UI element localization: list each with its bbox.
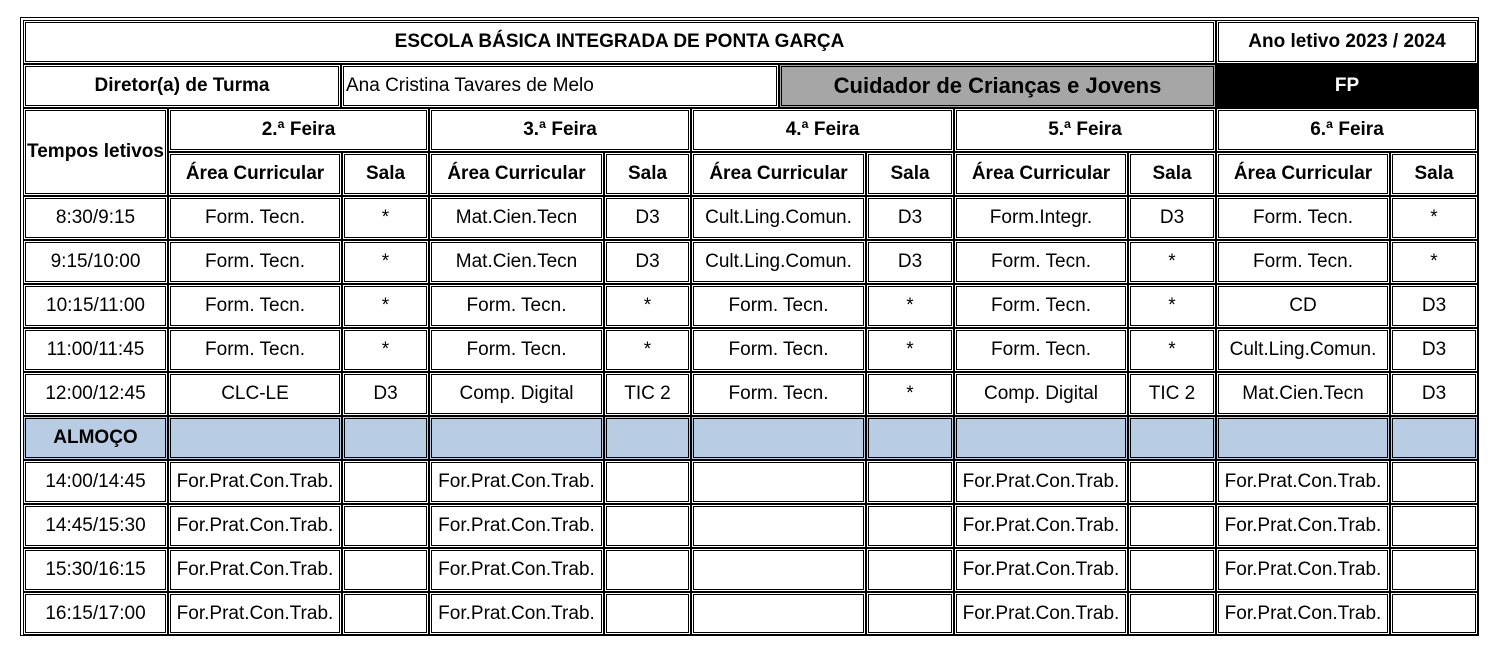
subject-cell: Mat.Cien.Tecn (1216, 372, 1390, 416)
subject-cell: Form.Integr. (954, 196, 1128, 240)
room-cell: * (342, 196, 429, 240)
room-cell (866, 548, 954, 592)
room-cell: * (342, 284, 429, 328)
time-slot: 9:15/10:00 (23, 240, 168, 284)
subject-cell: Form. Tecn. (691, 372, 866, 416)
room-cell (604, 460, 691, 504)
subject-cell: For.Prat.Con.Trab. (429, 460, 604, 504)
school-year: Ano letivo 2023 / 2024 (1216, 20, 1478, 64)
room-cell: D3 (1390, 372, 1478, 416)
room-cell (342, 504, 429, 548)
periods-label: Tempos letivos (23, 108, 168, 196)
subject-cell: For.Prat.Con.Trab. (168, 592, 342, 635)
day-header: 4.ª Feira (691, 108, 954, 152)
room-cell: * (1128, 240, 1216, 284)
day-header: 5.ª Feira (954, 108, 1216, 152)
director-name: Ana Cristina Tavares de Melo (341, 64, 779, 108)
day-header: 3.ª Feira (429, 108, 691, 152)
subject-cell: Form. Tecn. (429, 328, 604, 372)
room-cell: D3 (1390, 284, 1478, 328)
room-cell: D3 (866, 240, 954, 284)
room-cell: * (604, 328, 691, 372)
subject-cell: Form. Tecn. (954, 240, 1128, 284)
room-cell (1390, 460, 1478, 504)
time-slot: 14:45/15:30 (23, 504, 168, 548)
course-name: Cuidador de Crianças e Jovens (779, 64, 1216, 108)
subject-cell (691, 416, 866, 460)
room-cell (866, 504, 954, 548)
room-cell (1390, 592, 1478, 635)
room-cell: TIC 2 (604, 372, 691, 416)
room-cell (1128, 504, 1216, 548)
room-cell (1390, 504, 1478, 548)
class-type: FP (1216, 64, 1478, 108)
room-header: Sala (604, 152, 691, 196)
subject-cell: For.Prat.Con.Trab. (954, 548, 1128, 592)
subject-cell: For.Prat.Con.Trab. (168, 548, 342, 592)
subject-cell: Form. Tecn. (1216, 240, 1390, 284)
room-cell (342, 460, 429, 504)
subject-cell (691, 460, 866, 504)
subject-cell (954, 416, 1128, 460)
subject-cell: CD (1216, 284, 1390, 328)
room-cell: D3 (1128, 196, 1216, 240)
subject-cell (429, 416, 604, 460)
subject-header: Área Curricular (954, 152, 1128, 196)
subject-cell: For.Prat.Con.Trab. (429, 548, 604, 592)
room-cell (342, 592, 429, 635)
subject-cell: For.Prat.Con.Trab. (954, 504, 1128, 548)
subject-cell: CLC-LE (168, 372, 342, 416)
subject-cell: For.Prat.Con.Trab. (1216, 548, 1390, 592)
subject-cell: Form. Tecn. (168, 240, 342, 284)
room-cell (1390, 416, 1478, 460)
room-header: Sala (1390, 152, 1478, 196)
subject-cell: For.Prat.Con.Trab. (168, 460, 342, 504)
room-cell: * (866, 328, 954, 372)
room-cell: D3 (604, 196, 691, 240)
subject-cell: Mat.Cien.Tecn (429, 196, 604, 240)
subject-cell: Comp. Digital (429, 372, 604, 416)
subject-cell (691, 592, 866, 635)
room-cell (1128, 548, 1216, 592)
subject-cell: Form. Tecn. (429, 284, 604, 328)
subject-cell: Cult.Ling.Comun. (691, 196, 866, 240)
subject-cell (691, 548, 866, 592)
subject-cell: For.Prat.Con.Trab. (1216, 592, 1390, 635)
room-cell (1128, 416, 1216, 460)
subject-cell: For.Prat.Con.Trab. (1216, 460, 1390, 504)
room-cell (604, 504, 691, 548)
time-slot: 11:00/11:45 (23, 328, 168, 372)
time-slot: 8:30/9:15 (23, 196, 168, 240)
room-cell (866, 460, 954, 504)
subject-header: Área Curricular (168, 152, 342, 196)
room-cell: D3 (604, 240, 691, 284)
subject-cell: Form. Tecn. (954, 328, 1128, 372)
room-header: Sala (866, 152, 954, 196)
director-label: Diretor(a) de Turma (23, 64, 341, 108)
room-cell (866, 592, 954, 635)
time-slot: 15:30/16:15 (23, 548, 168, 592)
subject-header: Área Curricular (1216, 152, 1390, 196)
day-header: 6.ª Feira (1216, 108, 1478, 152)
subject-cell: Comp. Digital (954, 372, 1128, 416)
timetable-sheet (20, 17, 1479, 636)
subject-cell: For.Prat.Con.Trab. (168, 504, 342, 548)
room-cell: * (604, 284, 691, 328)
room-cell: TIC 2 (1128, 372, 1216, 416)
subject-cell: Cult.Ling.Comun. (1216, 328, 1390, 372)
subject-cell (168, 416, 342, 460)
room-cell: * (1390, 240, 1478, 284)
subject-cell: For.Prat.Con.Trab. (1216, 504, 1390, 548)
subject-cell: Form. Tecn. (168, 284, 342, 328)
room-cell: D3 (342, 372, 429, 416)
school-name: ESCOLA BÁSICA INTEGRADA DE PONTA GARÇA (23, 20, 1216, 64)
room-cell (866, 416, 954, 460)
subject-cell: Form. Tecn. (168, 328, 342, 372)
subject-cell: For.Prat.Con.Trab. (429, 592, 604, 635)
room-cell: * (1390, 196, 1478, 240)
room-cell: D3 (1390, 328, 1478, 372)
room-header: Sala (342, 152, 429, 196)
room-cell: * (1128, 328, 1216, 372)
subject-cell: Cult.Ling.Comun. (691, 240, 866, 284)
time-slot: 16:15/17:00 (23, 592, 168, 635)
subject-cell: For.Prat.Con.Trab. (954, 592, 1128, 635)
subject-cell: Mat.Cien.Tecn (429, 240, 604, 284)
subject-header: Área Curricular (429, 152, 604, 196)
subject-cell (1216, 416, 1390, 460)
time-slot: 10:15/11:00 (23, 284, 168, 328)
time-slot: 14:00/14:45 (23, 460, 168, 504)
room-cell: * (1128, 284, 1216, 328)
room-cell (342, 548, 429, 592)
subject-cell: Form. Tecn. (168, 196, 342, 240)
subject-cell: For.Prat.Con.Trab. (954, 460, 1128, 504)
room-cell (604, 592, 691, 635)
subject-cell: Form. Tecn. (1216, 196, 1390, 240)
day-header: 2.ª Feira (168, 108, 429, 152)
subject-header: Área Curricular (691, 152, 866, 196)
room-cell: * (342, 240, 429, 284)
room-cell: * (342, 328, 429, 372)
room-cell (604, 548, 691, 592)
room-cell (1128, 460, 1216, 504)
room-cell (604, 416, 691, 460)
subject-cell: For.Prat.Con.Trab. (429, 504, 604, 548)
subject-cell (691, 504, 866, 548)
room-cell (1390, 548, 1478, 592)
time-slot: 12:00/12:45 (23, 372, 168, 416)
room-cell: * (866, 372, 954, 416)
room-cell (342, 416, 429, 460)
lunch-label: ALMOÇO (23, 416, 168, 460)
room-cell: D3 (866, 196, 954, 240)
room-cell (1128, 592, 1216, 635)
subject-cell: Form. Tecn. (954, 284, 1128, 328)
room-cell: * (866, 284, 954, 328)
subject-cell: Form. Tecn. (691, 328, 866, 372)
room-header: Sala (1128, 152, 1216, 196)
subject-cell: Form. Tecn. (691, 284, 866, 328)
